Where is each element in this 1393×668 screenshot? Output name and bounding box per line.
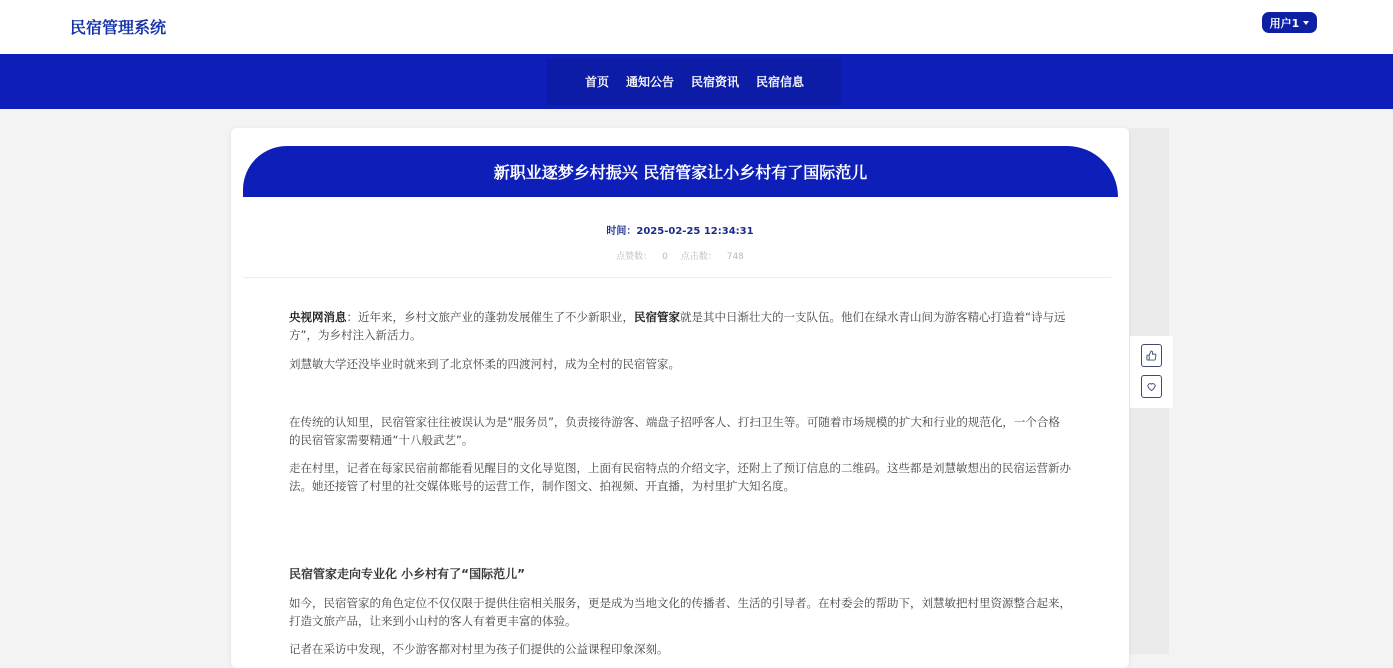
user-label: 用户1 [1269,16,1300,30]
nav-item-home[interactable]: 首页 [584,75,609,89]
article-paragraph-1: 央视网消息：近年来，乡村文旅产业的蓬勃发展催生了不少新职业，民宿管家就是其中日渐壮大的一支队伍。他们在绿水青山间为游客精心打造着“诗与远方”，为乡村注入新活力。 [289,310,1066,342]
keyword-highlight: 民宿管家 [634,310,680,324]
source-label: 央视网消息 [289,310,347,324]
heart-icon [1146,381,1157,392]
article-paragraph-6: 记者在采访中发现，不少游客都对村里为孩子们提供的公益课程印象深刻。 [289,642,669,656]
article-card [231,128,1129,668]
article-title-banner [243,146,1118,197]
time-label: 时间： [606,226,637,237]
divider [243,277,1111,278]
like-button[interactable] [1141,344,1162,367]
chevron-down-icon [1303,21,1309,25]
article-paragraph-3: 在传统的认知里，民宿管家往往被误认为是“服务员”，负责接待游客、端盘子招呼客人、打扫卫生等。可随着市场规模的扩大和行业的规范化，一个合格的民宿管家需要精通“十八般武艺”。 [289,415,1060,447]
article-stats [231,249,1129,262]
nav-item-notices[interactable]: 通知公告 [625,75,674,89]
brand-title[interactable]: 民宿管理系统 [70,18,167,37]
top-header [0,0,1393,54]
article-paragraph-5: 如今，民宿管家的角色定位不仅仅限于提供住宿相关服务，更是成为当地文化的传播者、生活的引导者。在村委会的帮助下，刘慧敏把村里资源整合起来，打造文旅产品，让来到小山村的客人有着更丰富的体验。 [289,596,1071,628]
time-value: 2025-02-25 12:34:31 [636,226,754,237]
main-nav [0,54,1393,109]
likes-count: 点赞数： 0 [616,252,668,262]
favorite-button[interactable] [1141,375,1162,398]
nav-item-news[interactable]: 民宿资讯 [691,75,740,89]
clicks-count: 点击数： 748 [680,252,744,262]
thumbs-up-icon [1146,350,1157,361]
nav-item-homestay-info[interactable]: 民宿信息 [756,75,805,89]
article-paragraph-4: 走在村里，记者在每家民宿前都能看见醒目的文化导览图，上面有民宿特点的介绍文字，还附上了预订信息的二维码。这些都是刘慧敏想出的民宿运营新办法。她还接管了村里的社交媒体账号的运营工作，制作图文、拍视频、开直播，为村里扩大知名度。 [289,461,1071,493]
article-title: 新职业逐梦乡村振兴 民宿管家让小乡村有了国际范儿 [493,163,868,182]
article-subheading: 民宿管家走向专业化 小乡村有了“国际范儿” [289,567,525,581]
article-paragraph-2: 刘慧敏大学还没毕业时就来到了北京怀柔的四渡河村，成为全村的民宿管家。 [289,357,680,371]
article-time [231,222,1129,237]
user-menu-button[interactable] [1262,12,1317,33]
nav-items [547,58,842,105]
